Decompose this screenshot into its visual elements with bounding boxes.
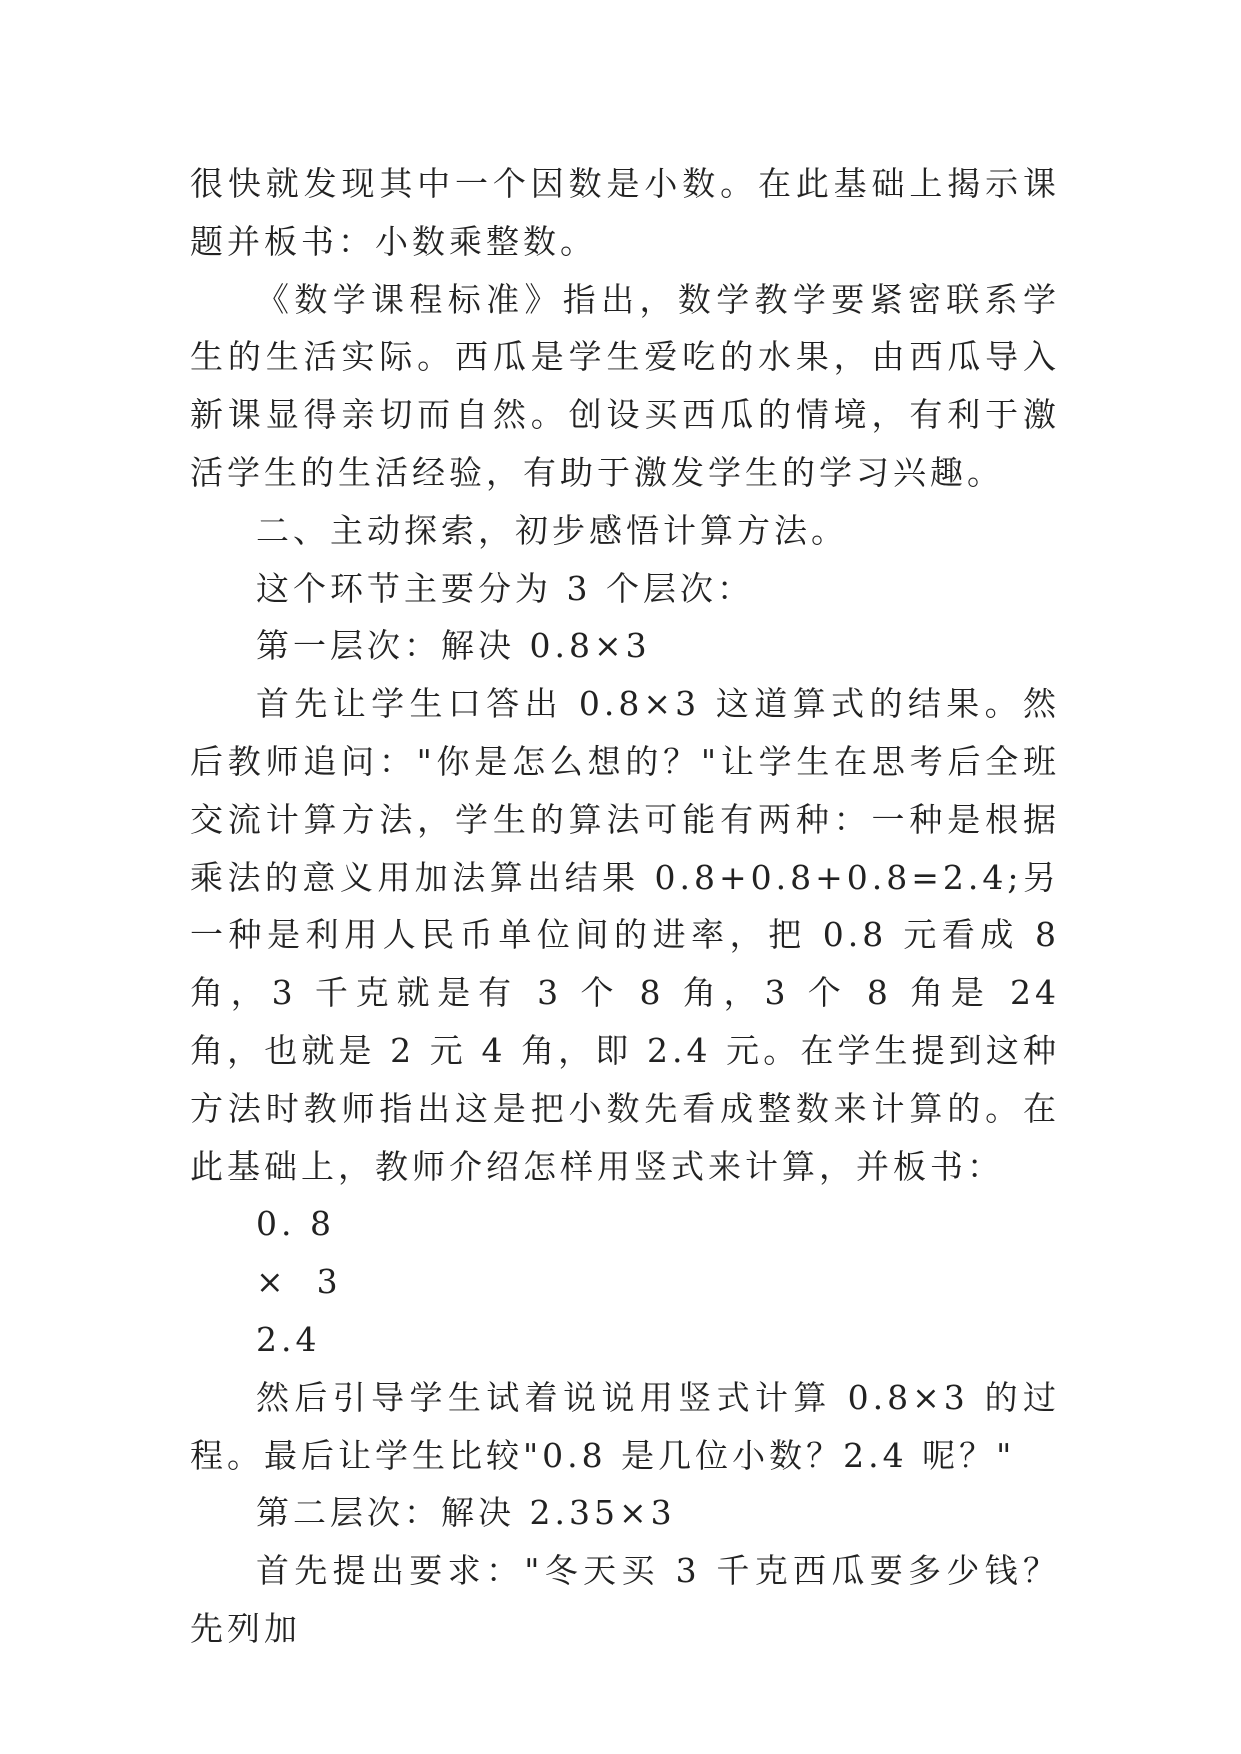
paragraph: 《数学课程标准》指出，数学教学要紧密联系学生的生活实际。西瓜是学生爱吃的水果，由西瓜导入新课显得亲切而自然。创设买西瓜的情境，有利于激活学生的生活经验，有助于激发学生的学习兴趣。 xyxy=(190,279,1060,492)
vertical-calc-line: × 3 xyxy=(256,1262,342,1302)
subsection-heading: 第二层次：解决 2.35×3 xyxy=(256,1493,676,1533)
vertical-calc-line: 2.4 xyxy=(256,1319,321,1359)
subsection-heading: 第一层次：解决 0.8×3 xyxy=(256,626,651,666)
paragraph: 很快就发现其中一个因数是小数。在此基础上揭示课题并板书：小数乘整数。 xyxy=(190,164,1060,261)
document-body xyxy=(190,155,1060,1658)
paragraph: 首先让学生口答出 0.8×3 这道算式的结果。然后教师追问："你是怎么想的？"让学生在思考后全班交流计算方法，学生的算法可能有两种：一种是根据乘法的意义用加法算出结果 0.8+0.8+0.8=2.4;另一种是利用人民币单位间的进率，把 0.8 元看成 8 角，3 千克就是有 3 个 8 角，3 个 8 角是 24 角，也就是 2 元 4 角，即 2.4 元。在学生提到这种方法时教师指出这是把小数先看成整数来计算的。在此基础上，教师介绍怎样用竖式来计算，并板书： xyxy=(190,684,1060,1186)
paragraph: 这个环节主要分为 3 个层次： xyxy=(256,568,754,608)
vertical-calc-line: 0. 8 xyxy=(256,1204,335,1244)
paragraph: 然后引导学生试着说说用竖式计算 0.8×3 的过程。最后让学生比较"0.8 是几位小数？2.4 呢？" xyxy=(190,1377,1060,1475)
paragraph: 首先提出要求："冬天买 3 千克西瓜要多少钱？先列加 xyxy=(190,1551,1060,1648)
section-heading: 二、主动探索，初步感悟计算方法。 xyxy=(256,510,848,550)
